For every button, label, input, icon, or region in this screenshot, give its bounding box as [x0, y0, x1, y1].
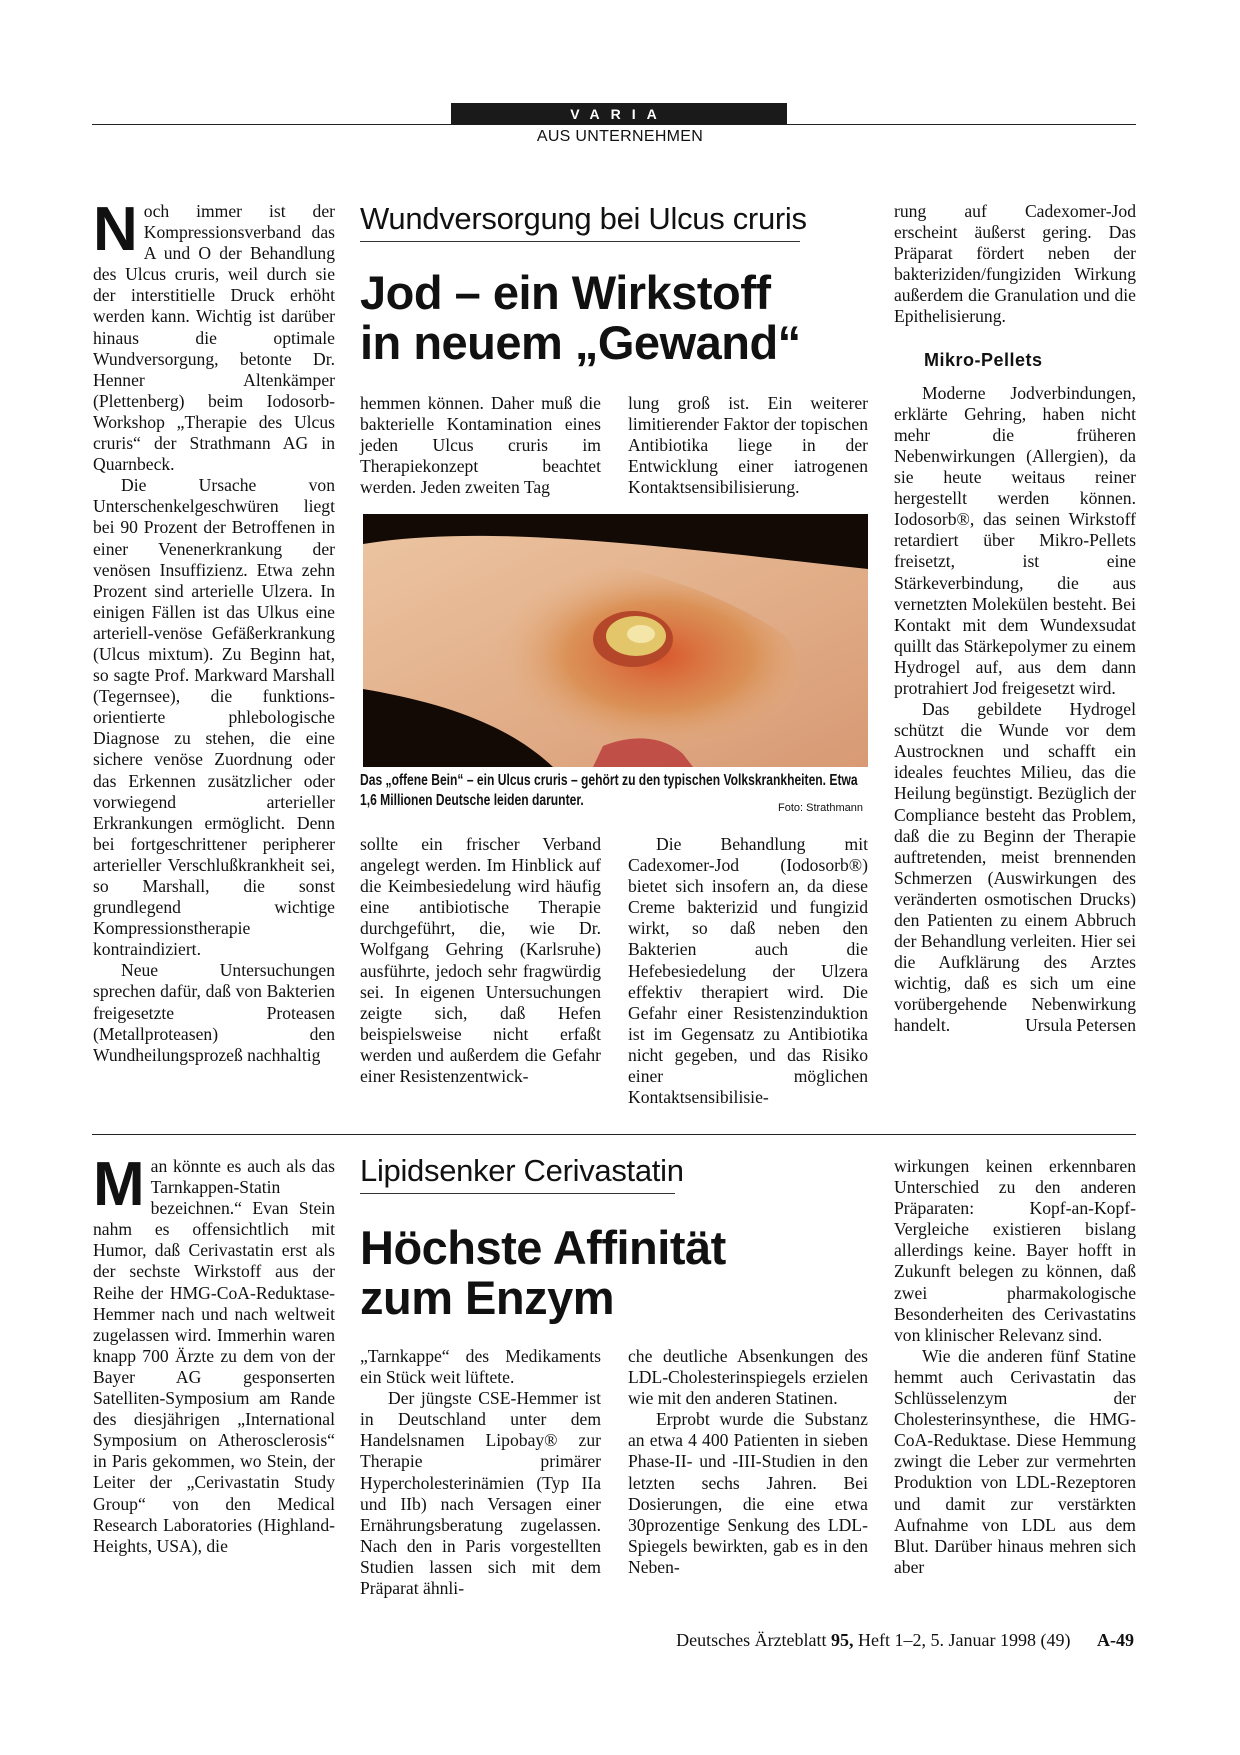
article-divider: [92, 1134, 1136, 1135]
volume: 95,: [831, 1630, 854, 1650]
paragraph: [894, 699, 1136, 1037]
headline-line: Jod – ein Wirkstoff: [360, 266, 771, 319]
article2-col1: [93, 1150, 335, 1557]
journal-name: Deutsches Ärzteblatt: [676, 1630, 827, 1650]
paragraph-text: Das gebildete Hydrogel schützt die Wunde vor dem Austrocknen und schafft ein ideales feuchtes Milieu, das die Heilung begünstigt. Bezüglich der Compliance besteht das Problem, daß die zu Beginn der Therapie auftretenden, meist brennenden Schmerzen (Auswirkungen des veränderten osmotischen Drucks) den Patienten zu einem Abbruch der Behandlung verleiten. Hier sei die Aufklärung des Arztes wichtig, daß es sich um eine vorübergehende Nebenwirkung handelt.: [894, 699, 1136, 1036]
headline-line: in neuem „Gewand“: [360, 316, 801, 369]
paragraph: Der jüngste CSE-Hemmer ist in Deutschland unter dem Handelsnamen Lipobay® zur Therapie primärer Hypercholesterinämien (Typ IIa und IIb) nach Versagen einer Ernährungsberatung zugelassen. Nach den in Paris vorgestellten Studien lassen sich mit dem Präparat ähnli-: [360, 1388, 601, 1599]
paragraph: an könnte es auch als das Tarnkappen-Statin bezeichnen.“ Evan Stein nahm es offensichtlich mit Humor, daß Cerivastatin erst als der sechste Wirkstoff aus der Reihe der HMG-CoA-Reduktase-Hemmer nach und nach weltweit zugelassen wird. Immerhin waren knapp 700 Ärzte zu dem von der Bayer AG gesponserten Satelliten-Symposium am Rande des diesjährigen „International Symposium on Atherosclerosis“ in Paris gekommen, wo Stein, der Leiter der „Cerivastatin Study Group“ von den Medical Research Laboratories (Highland-Heights, USA), die: [93, 1156, 335, 1556]
dropcap: M: [93, 1150, 145, 1219]
article1-col4: [894, 201, 1136, 1037]
article1-col1: [93, 195, 335, 1066]
article2-col4: [894, 1156, 1136, 1578]
article1-header: [360, 201, 807, 242]
paragraph: che deutliche Absenkungen des LDL-Cholesterinspiegels erzielen wie mit den anderen Statinen.: [628, 1346, 868, 1409]
paragraph: rung auf Cadexomer-Jod erscheint äußerst gering. Das Präparat fördert neben der bakteriziden/fungiziden Wirkung außerdem die Granulation und die Epithelisierung.: [894, 201, 1136, 327]
article1-col2-bottom: [360, 834, 601, 1087]
article2-col3: [628, 1346, 868, 1578]
headline-line: zum Enzym: [360, 1271, 615, 1324]
paragraph: Moderne Jodverbindungen, erklärte Gehring, haben nicht mehr die früheren Nebenwirkungen (Allergien), da sie heute weitaus reiner hergestellt werden können. Iodosorb®, das seinen Wirkstoff retardiert über Mikro-Pellets freisetzt, ist eine Stärkeverbindung, die aus vernetzten Molekülen besteht. Bei Kontakt mit dem Wundexsudat quillt das Stärkepolymer zu einem Hydrogel auf, aus dem dann protrahiert Jod freigesetzt wird.: [894, 382, 1136, 698]
paragraph: Die Behandlung mit Cadexomer-Jod (Iodosorb®) bietet sich insofern an, da diese Creme bakterizid und fungizid wirkt, so daß neben den Bakterien auch die Hefebesiedelung der Ulzera effektiv therapiert wird. Die Gefahr einer Resistenzinduktion ist im Gegensatz zu Antibiotika nicht gegeben, und das Risiko einer möglichen Kontaktsensibilisie-: [628, 834, 868, 1108]
paragraph: Neue Untersuchungen sprechen dafür, daß von Bakterien freigesetzte Proteasen (Metallproteasen) den Wundheilungsprozeß nachhaltig: [93, 960, 335, 1065]
article2-header: [360, 1153, 684, 1194]
paragraph: Wie die anderen fünf Statine hemmt auch Cerivastatin das Schlüsselenzym der Cholesterinsynthese, die HMG-CoA-Reduktase. Diese Hemmung zwingt die Leber zur vermehrten Produktion von LDL-Rezeptoren und damit zur verstärkten Aufnahme von LDL aus dem Blut. Darüber hinaus mehren sich aber: [894, 1345, 1136, 1577]
caption-text: Das „offene Bein“ – ein Ulcus cruris – gehört zu den typischen Volkskrankheiten. Etwa 1,6 Millionen Deutsche leiden darunter.: [360, 772, 858, 809]
article1-headline: [360, 268, 880, 368]
issue-date: Heft 1–2, 5. Januar 1998 (49): [858, 1630, 1071, 1650]
paragraph: „Tarnkappe“ des Medikaments ein Stück weit lüftete.: [360, 1346, 601, 1388]
paragraph: och immer ist der Kompressionsverband das A und O der Behandlung des Ulcus cruris, weil durch sie der interstitielle Druck erhöht werden kann. Wichtig ist darüber hinaus die optimale Wundversorgung, betonte Dr. Henner Altenkämper (Plettenberg) beim Iodosorb-Workshop „Therapie des Ulcus cruris“ der Strathmann AG in Quarnbeck.: [93, 201, 335, 475]
article1-col3-top: [628, 393, 868, 498]
page-number: A-49: [1097, 1630, 1134, 1650]
paragraph: hemmen können. Daher muß die bakterielle Kontamination eines jeden Ulcus cruris im Therapiekonzept beachtet werden. Jeden zweiten Tag: [360, 393, 601, 498]
dropcap: N: [93, 195, 138, 264]
article1-col3-bottom: [628, 834, 868, 1108]
article1-col2-top: [360, 393, 601, 498]
headline-line: Höchste Affinität: [360, 1221, 726, 1274]
paragraph: Erprobt wurde die Substanz an etwa 4 400 Patienten in sieben Phase-II- und -III-Studien in den letzten sechs Jahren. Bei Dosierungen, die eine etwa 30prozentige Senkung des LDL-Spiegels bewirkten, gab es in den Neben-: [628, 1409, 868, 1577]
article2-col2: [360, 1346, 601, 1599]
paragraph: Die Ursache von Unterschenkelgeschwüren liegt bei 90 Prozent der Betroffenen in einer Venenerkrankung der venösen Insuffizienz. Etwa zehn Prozent sind arterielle Ulzera. In einigen Fällen ist das Ulkus eine arteriell-venöse Gefäßerkrankung (Ulcus mixtum). Zu Beginn hat, so sagte Prof. Markward Marshall (Tegernsee), die funktions-orientierte phlebologische Diagnose zu stehen, die eine sichere venöse Zuordnung oder das Erkennen zusätzlicher oder vorwiegend arterieller Erkrankungen ermöglicht. Denn bei fortgeschrittener peripherer arterieller Verschlußkrankheit sei, so Marshall, die sonst grundlegend wichtige Kompressionstherapie kontraindiziert.: [93, 475, 335, 960]
section-banner: VARIA: [451, 103, 787, 125]
section-title: AUS UNTERNEHMEN: [536, 128, 704, 145]
author: Ursula Petersen: [1025, 1015, 1136, 1036]
ulcer-photo: [363, 514, 868, 767]
photo-credit: Foto: Strathmann: [778, 802, 863, 814]
paragraph: lung groß ist. Ein weiterer limitierender Faktor der topischen Antibiotika liege in der Entwicklung einer iatrogenen Kontaktsensibilisierung.: [628, 393, 868, 498]
paragraph: wirkungen keinen erkennbaren Unterschied zu den anderen Präparaten: Kopf-an-Kopf-Vergleiche existieren bislang allerdings keine. Bayer hofft in Zukunft belegen zu können, daß zwei pharmakologische Besonderheiten des Cerivastatins von klinischer Relevanz sind.: [894, 1156, 1136, 1345]
article2-headline: [360, 1223, 880, 1323]
article-kicker: Lipidsenker Cerivastatin: [360, 1153, 675, 1194]
article-kicker: Wundversorgung bei Ulcus cruris: [360, 201, 800, 242]
page-footer: [676, 1630, 1134, 1651]
subheading: Mikro-Pellets: [924, 349, 1043, 370]
paragraph: sollte ein frischer Verband angelegt werden. Im Hinblick auf die Keimbesiedelung wird häufig eine antibiotische Therapie durchgeführt, die, wie Dr. Wolfgang Gehring (Karlsruhe) ausführte, jedoch sehr fragwürdig sei. In eigenen Untersuchungen zeigte sich, daß Hefen beispielsweise nicht erfaßt werden und außerdem die Gefahr einer Resistenzentwick-: [360, 834, 601, 1087]
photo-image: [363, 514, 868, 767]
